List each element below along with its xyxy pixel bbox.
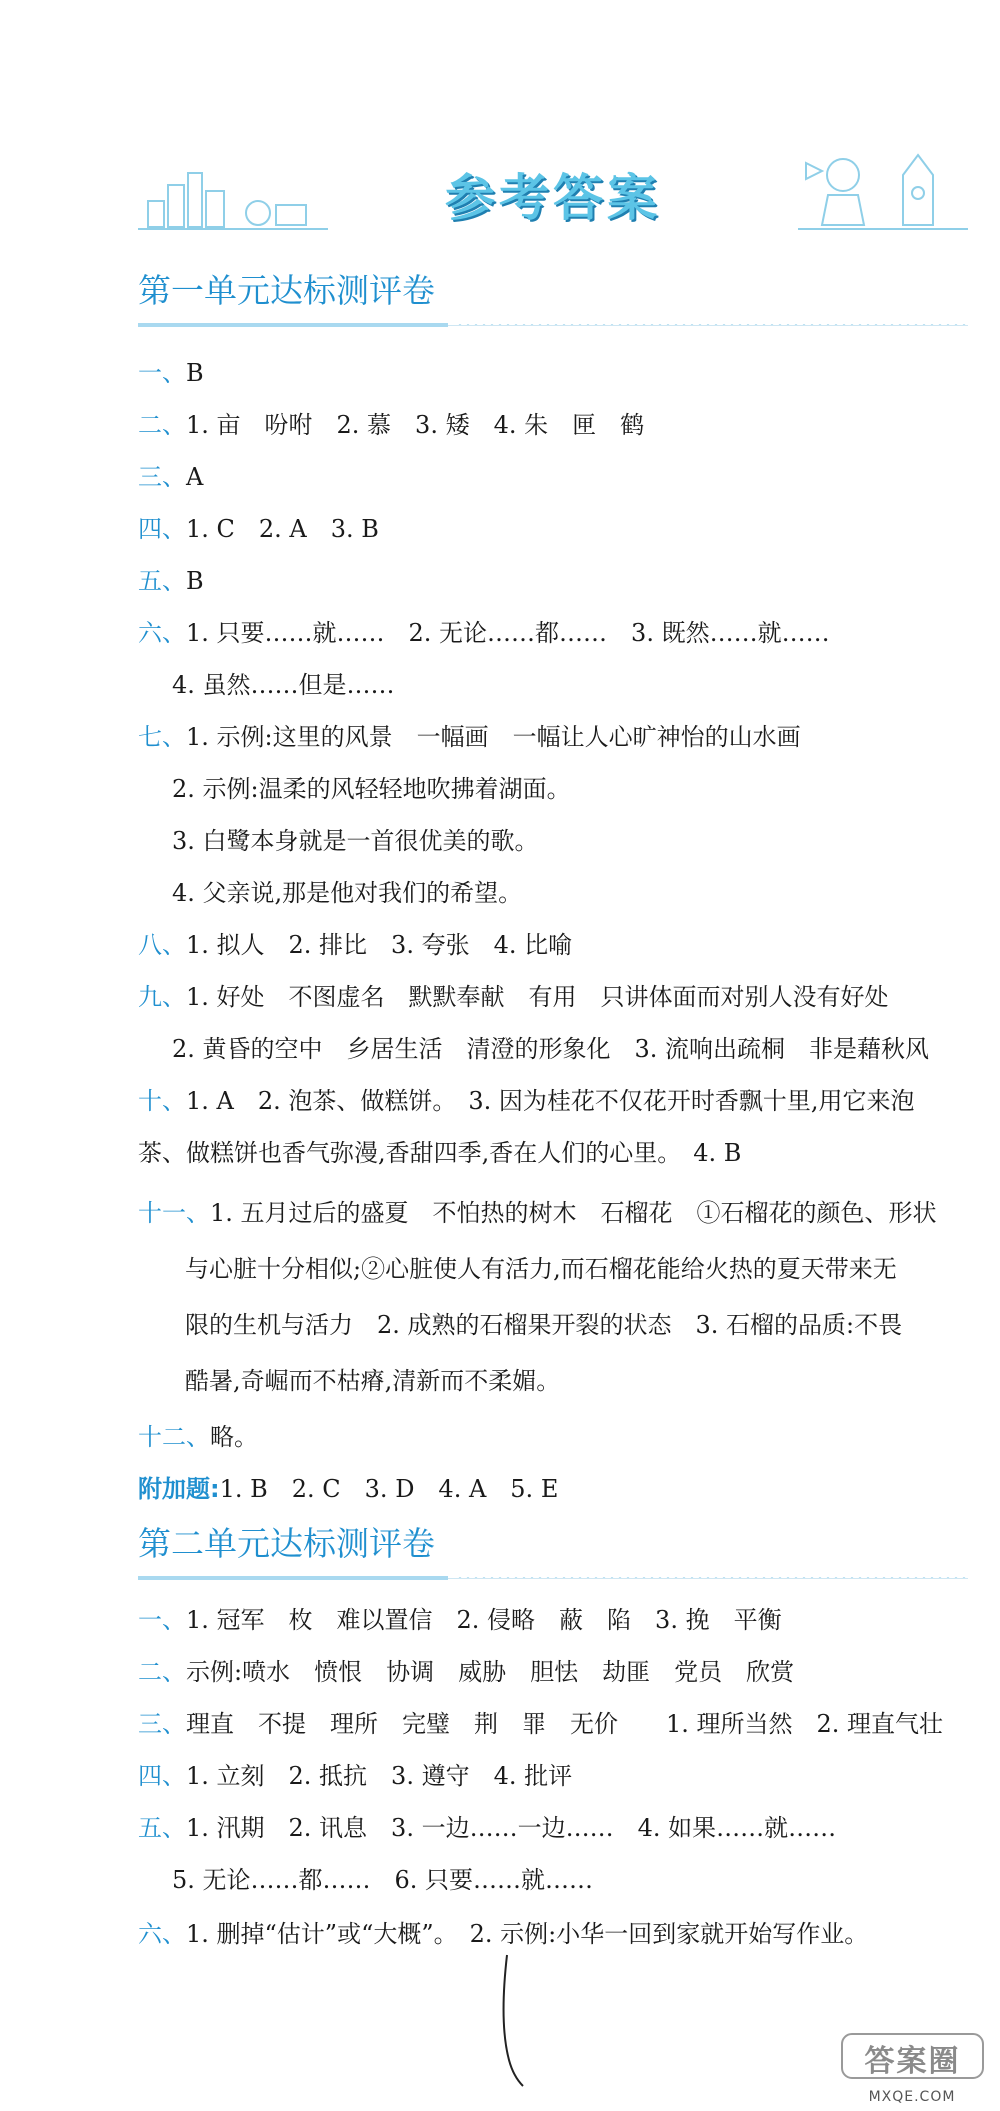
answer-text: 1. 亩 吩咐 2. 慕 3. 矮 4. 朱 匣 鹤 (186, 411, 645, 439)
answer-row (138, 460, 988, 494)
question-number: 六、 (138, 1920, 186, 1948)
question-number: 十一、 (138, 1199, 210, 1227)
section-title-unit1 (138, 265, 968, 326)
answer-row (138, 1420, 988, 1454)
answer-continuation: 2. 示例:温柔的风轻轻地吹拂着湖面。 (172, 775, 571, 803)
answer-continuation: 与心脏十分相似;②心脏使人有活力,而石榴花能给火热的夏天带来无 (185, 1255, 897, 1283)
answer-continuation: 茶、做糕饼也香气弥漫,香甜四季,香在人们的心里。 4. B (138, 1139, 742, 1167)
title-dotted-rule (456, 323, 968, 326)
answer-text: 1. C 2. A 3. B (186, 515, 379, 543)
question-number: 一、 (138, 359, 186, 387)
answer-row (138, 564, 988, 598)
question-number: 八、 (138, 931, 186, 959)
answer-continuation: 5. 无论……都…… 6. 只要……就…… (172, 1866, 594, 1894)
answer-text: 1. 冠军 枚 难以置信 2. 侵略 蔽 陷 3. 挽 平衡 (186, 1606, 782, 1634)
question-number: 二、 (138, 411, 186, 439)
answer-continuation: 2. 黄昏的空中 乡居生活 清澄的形象化 3. 流响出疏桐 非是藉秋风 (172, 1035, 930, 1063)
answer-row (138, 356, 988, 390)
question-number: 四、 (138, 1762, 186, 1790)
answer-text: 1. 立刻 2. 抵抗 3. 遵守 4. 批评 (186, 1762, 573, 1790)
pen-stroke-mark (495, 1950, 535, 2090)
answer-text: 示例:喷水 愤恨 协调 威胁 胆怯 劫匪 党员 欣赏 (186, 1658, 795, 1686)
answer-text: A (186, 463, 204, 491)
girl-rocket-illustration-right (798, 145, 968, 235)
answer-text: 1. 示例:这里的风景 一幅画 一幅让人心旷神怡的山水画 (186, 723, 801, 751)
answer-row (138, 1603, 988, 1637)
question-number: 七、 (138, 723, 186, 751)
answer-text: 1. A 2. 泡茶、做糕饼。 3. 因为桂花不仅花开时香飘十里,用它来泡 (186, 1087, 915, 1115)
answer-row (138, 928, 988, 962)
answer-row (138, 1759, 988, 1793)
answer-text: 1. 好处 不图虚名 默默奉献 有用 只讲体面而对别人没有好处 (186, 983, 889, 1011)
answer-row (138, 1196, 988, 1230)
answer-continuation: 3. 白鹭本身就是一首很优美的歌。 (172, 827, 539, 855)
answer-text: B (186, 359, 204, 387)
watermark-logo-chars: 答案圈 (864, 2044, 961, 2079)
question-number: 十二、 (138, 1423, 210, 1451)
answer-row (138, 1655, 988, 1689)
page-title: 参考答案 (445, 169, 661, 227)
header-banner (138, 140, 968, 240)
answer-row (138, 720, 988, 754)
answer-text: 1. 拟人 2. 排比 3. 夸张 4. 比喻 (186, 931, 573, 959)
answer-row (138, 980, 988, 1014)
answer-text: 1. 只要……就…… 2. 无论……都…… 3. 既然……就…… (186, 619, 830, 647)
answer-continuation: 4. 虽然……但是…… (172, 671, 395, 699)
question-number: 六、 (138, 619, 186, 647)
answer-row (138, 616, 988, 650)
answer-text: 理直 不提 理所 完璧 荆 罪 无价 1. 理所当然 2. 理直气壮 (186, 1710, 944, 1738)
answer-row (138, 1084, 988, 1118)
watermark-text: MXQE.COM (868, 2089, 956, 2105)
question-number: 二、 (138, 1658, 186, 1686)
answer-continuation: 4. 父亲说,那是他对我们的希望。 (172, 879, 523, 907)
answer-text: 1. B 2. C 3. D 4. A 5. E (219, 1475, 559, 1503)
answer-row (138, 1707, 988, 1741)
question-number: 五、 (138, 567, 186, 595)
question-number: 九、 (138, 983, 186, 1011)
question-number: 五、 (138, 1814, 186, 1842)
answer-row (138, 1811, 988, 1845)
answer-row (138, 1472, 988, 1506)
question-number: 三、 (138, 463, 186, 491)
answer-row (138, 1917, 988, 1951)
answer-text: B (186, 567, 204, 595)
answer-text: 略。 (210, 1423, 258, 1451)
title-underline (138, 1576, 448, 1580)
answer-text: 1. 删掉“估计”或“大概”。 2. 示例:小华一回到家就开始写作业。 (186, 1920, 869, 1948)
title-underline (138, 323, 448, 327)
question-number: 四、 (138, 515, 186, 543)
answer-text: 1. 五月过后的盛夏 不怕热的树木 石榴花 ①石榴花的颜色、形状 (210, 1199, 937, 1227)
question-number: 十、 (138, 1087, 186, 1115)
question-number: 一、 (138, 1606, 186, 1634)
watermark-logo (832, 2030, 992, 2105)
title-dotted-rule (456, 1576, 968, 1579)
question-number: 三、 (138, 1710, 186, 1738)
answer-row (138, 512, 988, 546)
section-title-text: 第一单元达标测评卷 (138, 271, 435, 310)
question-number: 附加题: (138, 1475, 220, 1503)
section-title-text: 第二单元达标测评卷 (138, 1524, 435, 1563)
answer-row (138, 408, 988, 442)
answer-continuation: 限的生机与活力 2. 成熟的石榴果开裂的状态 3. 石榴的品质:不畏 (185, 1311, 903, 1339)
answer-text: 1. 汛期 2. 讯息 3. 一边……一边…… 4. 如果……就…… (186, 1814, 837, 1842)
section-title-unit2 (138, 1518, 968, 1579)
answer-continuation: 酷暑,奇崛而不枯瘠,清新而不柔媚。 (185, 1367, 561, 1395)
